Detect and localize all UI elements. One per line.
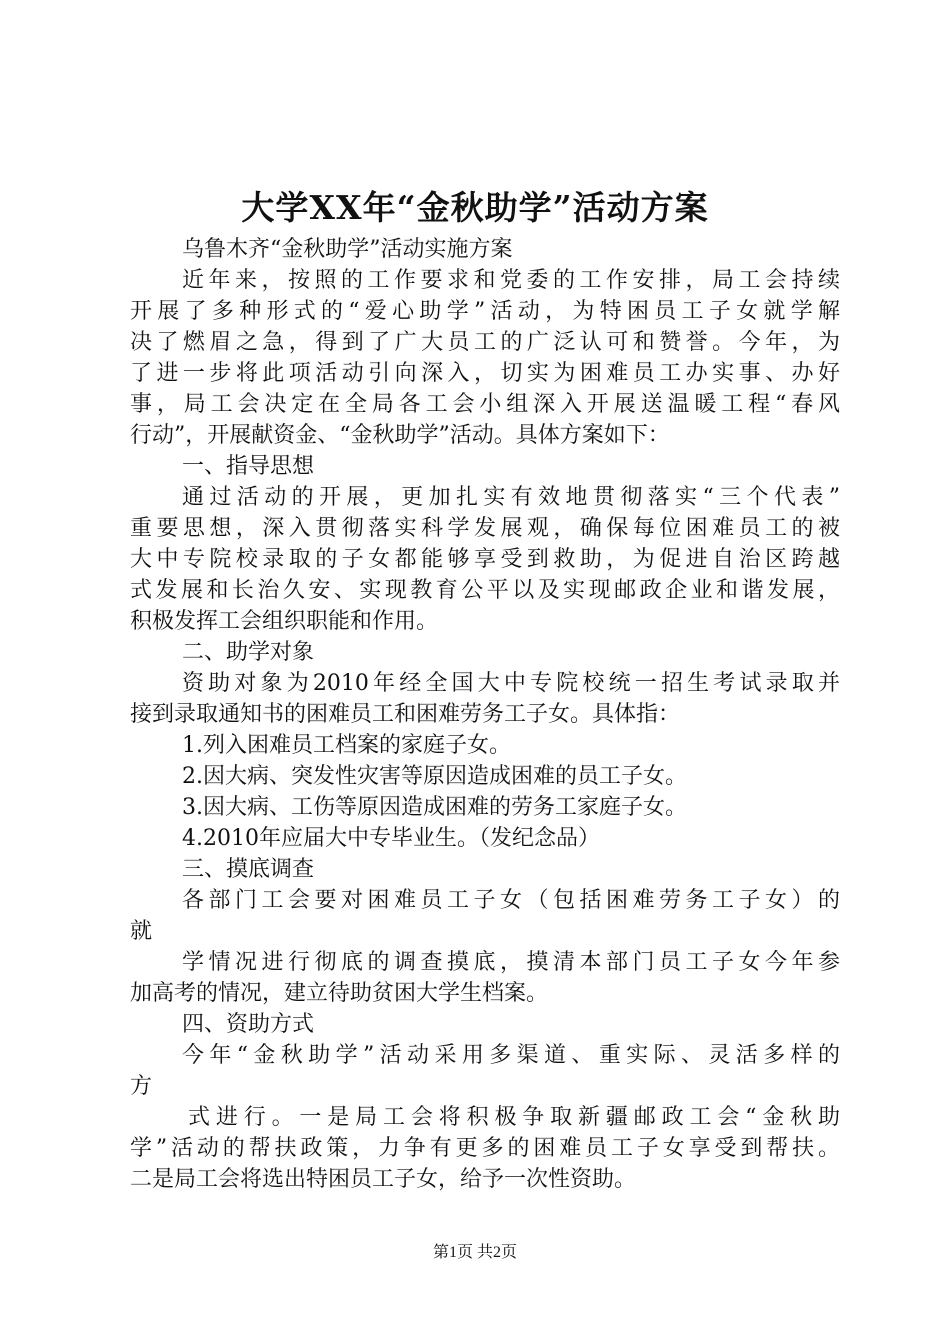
- text-line: 学情况进行彻底的调查摸底，摸清本部门员工子女今年参: [182, 950, 840, 975]
- text-line: 各部门工会要对困难员工子女（包括困难劳务工子女）的: [182, 888, 840, 913]
- document-body: [130, 234, 840, 1195]
- section-heading: 四、资助方式: [182, 1012, 315, 1037]
- section-heading: 三、摸底调查: [182, 857, 315, 882]
- text-line: 式进行。一是局工会将积极争取新疆邮政工会“金秋助: [188, 1105, 840, 1130]
- text-line: 方: [130, 1074, 153, 1099]
- text-line: 了进一步将此项活动引向深入，切实为困难员工办实事、办好: [130, 361, 840, 386]
- text-line: 积极发挥工会组织职能和作用。: [130, 609, 439, 634]
- text-line: 资助对象为2010年经全国大中专院校统一招生考试录取并: [182, 671, 840, 696]
- text-line: 决了燃眉之急，得到了广大员工的广泛认可和赞誉。今年，为: [130, 330, 840, 355]
- text-line: 就: [130, 919, 153, 944]
- text-line: 今年“金秋助学”活动采用多渠道、重实际、灵活多样的: [182, 1043, 840, 1068]
- text-line: 行动”，开展献资金、“金秋助学”活动。具体方案如下：: [130, 423, 670, 448]
- text-line: 加高考的情况，建立待助贫困大学生档案。: [130, 981, 549, 1006]
- text-line: 重要思想，深入贯彻落实科学发展观，确保每位困难员工的被: [130, 516, 840, 541]
- list-item: 4.2010年应届大中专毕业生。（发纪念品）: [182, 826, 600, 851]
- text-line: 接到录取通知书的困难员工和困难劳务工子女。具体指：: [130, 702, 681, 727]
- text-line: 乌鲁木齐“金秋助学”活动实施方案: [182, 237, 513, 262]
- text-line: 大中专院校录取的子女都能够享受到救助，为促进自治区跨越: [130, 547, 840, 572]
- text-line: 近年来，按照的工作要求和党委的工作安排，局工会持续: [182, 268, 840, 293]
- text-line: 开展了多种形式的“爱心助学”活动，为特困员工子女就学解: [130, 299, 840, 324]
- list-item: 3.因大病、工伤等原因造成困难的劳务工家庭子女。: [182, 795, 687, 820]
- page-footer: 第1页 共2页: [432, 1244, 517, 1261]
- text-line: 式发展和长治久安、实现教育公平以及实现邮政企业和谐发展，: [130, 578, 840, 603]
- list-item: 1.列入困难员工档案的家庭子女。: [182, 733, 511, 758]
- text-line: 通过活动的开展，更加扎实有效地贯彻落实“三个代表”: [182, 485, 840, 510]
- section-heading: 一、指导思想: [182, 454, 315, 479]
- text-line: 二是局工会将选出特困员工子女，给予一次性资助。: [130, 1167, 637, 1192]
- list-item: 2.因大病、突发性灾害等原因造成困难的员工子女。: [182, 764, 687, 789]
- document-title: 大学XX年“金秋助学”活动方案: [241, 188, 709, 227]
- text-line: 学”活动的帮扶政策，力争有更多的困难员工子女享受到帮扶。: [130, 1136, 840, 1161]
- section-heading: 二、助学对象: [182, 640, 315, 665]
- text-line: 事，局工会决定在全局各工会小组深入开展送温暖工程“春风: [130, 392, 840, 417]
